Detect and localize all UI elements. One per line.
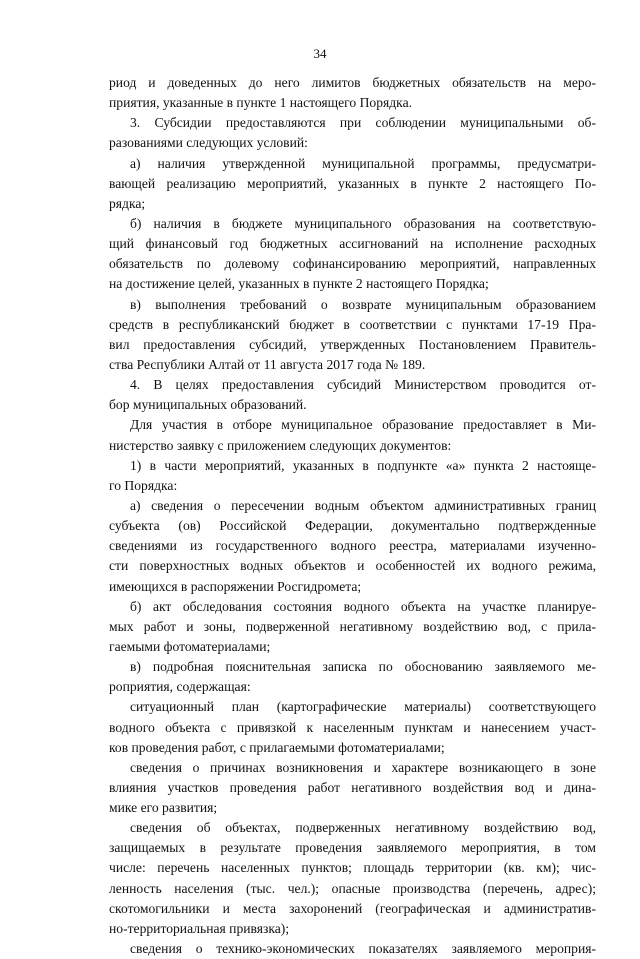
text-line: роприятия, содержащая: [109, 679, 251, 695]
text-line: бор муниципальных образований. [109, 397, 307, 413]
text-line: а) сведения о пересечении водным объектом административных границ [130, 497, 596, 513]
text-line: приятия, указанные в пункте 1 настоящего Порядка. [109, 95, 413, 111]
document-body [109, 73, 596, 959]
text-line: сведения о технико-экономических показателях заявляемого мероприя- [130, 941, 596, 957]
text-line: риод и доведенных до него лимитов бюджетных обязательств на меро- [109, 75, 596, 90]
text-line: в) выполнения требований о возврате муниципальным образованием [130, 296, 596, 312]
text-line: а) наличия утвержденной муниципальной программы, предусматри- [130, 155, 596, 171]
text-line: б) наличия в бюджете муниципального образования на соответствую- [130, 215, 596, 231]
text-line: скотомогильники и места захоронений (географическая и административ- [109, 900, 596, 916]
text-line: б) акт обследования состояния водного объекта на участке планируе- [130, 598, 596, 614]
text-line: ленность населения (тыс. чел.); опасные производства (перечень, адрес); [109, 880, 596, 896]
text-line: ства Республики Алтай от 11 августа 2017 года № 189. [109, 356, 426, 372]
text-line: нистерство заявку с приложением следующих документов: [109, 437, 452, 453]
text-line: мике его развития; [109, 800, 218, 816]
text-line: рядка; [109, 195, 146, 211]
text-line: ситуационный план (картографические материалы) соответствующего [130, 699, 596, 715]
text-line: но-территориальная привязка); [109, 920, 290, 936]
text-line: Для участия в отборе муниципальное образование предоставляет в Ми- [130, 417, 596, 433]
page-number: 34 [313, 46, 327, 61]
text-line: щий финансовый год бюджетных ассигнований на исполнение расходных [109, 236, 596, 252]
text-line: субъекта (ов) Российской Федерации, документально подтвержденные [109, 518, 596, 534]
text-line: защищаемых в результате проведения заявляемого мероприятия, в том [109, 840, 596, 856]
text-line: мых работ и зоны, подверженной негативному воздействию вод, с прила- [109, 618, 596, 634]
text-line: гаемыми фотоматериалами; [109, 638, 271, 654]
text-line: го Порядка: [109, 477, 178, 493]
text-line: сведениями из государственного водного реестра, материалами изученно- [109, 538, 596, 554]
text-line: вающей реализацию мероприятий, указанных в пункте 2 настоящего По- [109, 175, 596, 191]
text-line: влияния участков проведения работ негативного воздействия вод и дина- [109, 779, 596, 795]
text-line: сведения о причинах возникновения и характере возникающего в зоне [130, 759, 596, 775]
text-line: имеющихся в распоряжении Росгидромета; [109, 578, 362, 594]
text-line: 3. Субсидии предоставляются при соблюдении муниципальными об- [130, 115, 596, 131]
text-line: ков проведения работ, с прилагаемыми фотоматериалами; [109, 739, 445, 755]
text-line: обязательств по долевому софинансированию мероприятий, направленных [109, 256, 596, 272]
text-line: вил предоставления субсидий, утвержденных Постановлением Правитель- [109, 336, 596, 352]
text-line: на достижение целей, указанных в пункте 2 настоящего Порядка; [109, 276, 489, 292]
text-line: средств в республиканский бюджет в соответствии с пунктами 17-19 Пра- [109, 316, 596, 332]
text-line: сти поверхностных водных объектов и особенностей их водного режима, [109, 558, 596, 574]
text-line: разованиями следующих условий: [109, 135, 308, 151]
text-line: 4. В целях предоставления субсидий Министерством проводится от- [130, 377, 596, 393]
text-line: в) подробная пояснительная записка по обоснованию заявляемого ме- [130, 659, 596, 675]
text-line: водного объекта с привязкой к населенным пунктам и нанесением участ- [109, 719, 596, 735]
text-line: 1) в части мероприятий, указанных в подпункте «а» пункта 2 настояще- [130, 457, 596, 473]
text-line: сведения об объектах, подверженных негативному воздействию вод, [130, 820, 596, 836]
text-line: числе: перечень населенных пунктов; площадь территории (кв. км); чис- [109, 860, 596, 876]
